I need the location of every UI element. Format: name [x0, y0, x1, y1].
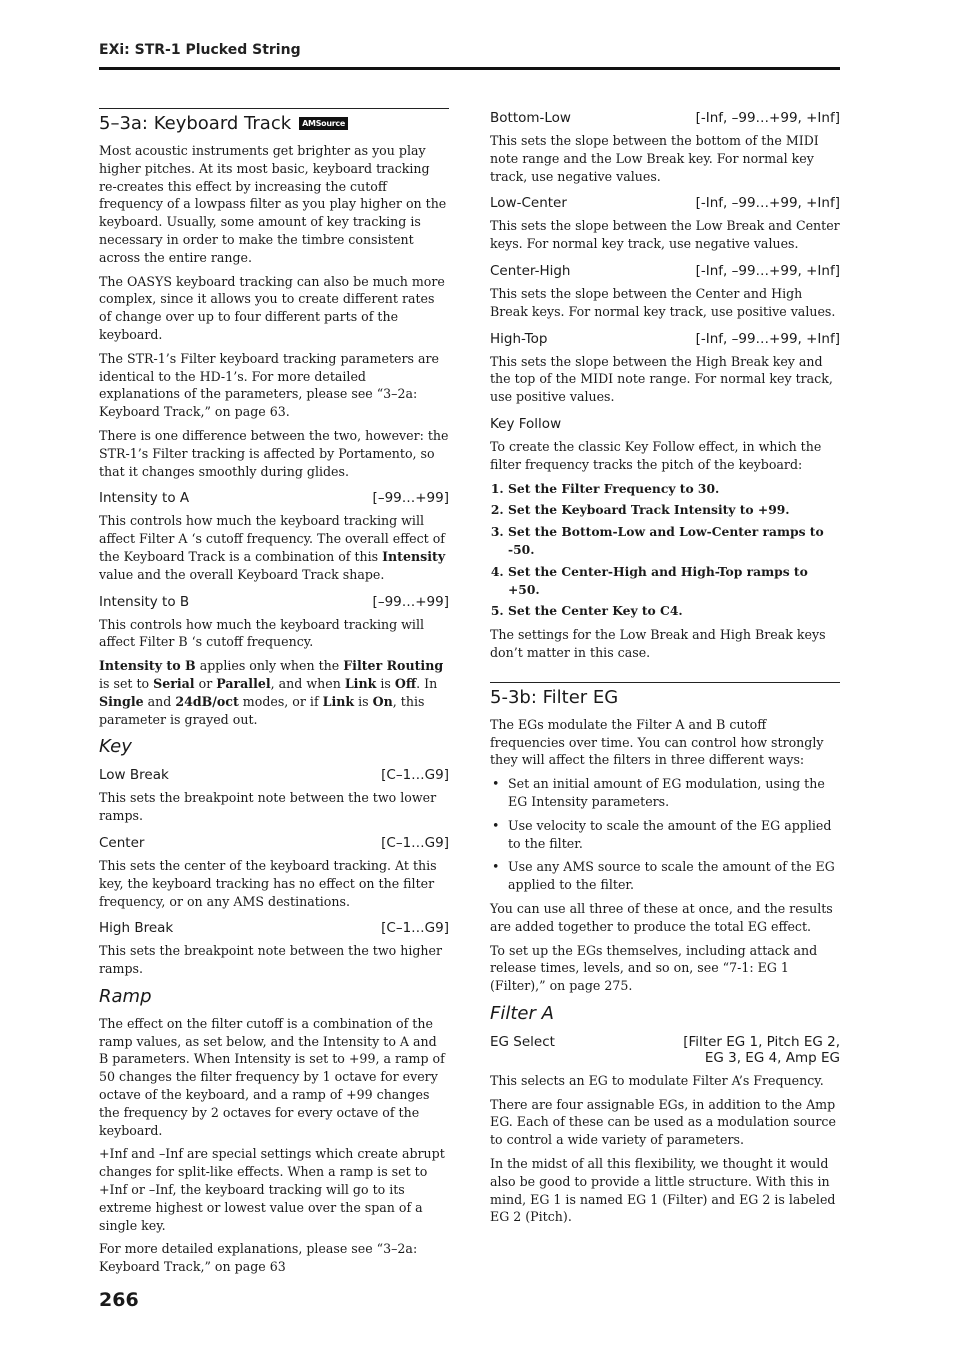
list-item: 2. Set the Keyboard Track Intensity to +99. [508, 501, 840, 519]
param-range: [C–1…G9] [381, 834, 449, 851]
filter-eg-paragraph: To set up the EGs themselves, including attack and release times, levels, and so on, see “7-1: EG 1 (Filter),” on page 275. [490, 942, 818, 994]
param-description: This sets the slope between the High Break key and the top of the MIDI note range. For normal key track, use positive values. [490, 353, 833, 405]
param-key-follow [490, 416, 840, 432]
intro-paragraph: Most acoustic instruments get brighter as you play higher pitches. At its most basic, keyboard tracking re-creates this effect by increasing the cutoff frequency of a lowpass filter as you play higher on the keyboard. Usually, some amount of key tracking is necessary in order to make the timbre consistent across the entire range. [99, 143, 447, 265]
param-name: High Break [99, 920, 174, 937]
param-range: [-Inf, –99…+99, +Inf] [695, 110, 840, 126]
ramp-paragraph: For more detailed explanations, please see “3–2a: Keyboard Track,” on page 63 [99, 1241, 418, 1275]
param-high-break [99, 920, 449, 936]
left-column [99, 108, 449, 1282]
ramp-paragraph: The effect on the filter cutoff is a combination of the ramp values, as set below, and the Intensity to A and B parameters. When Intensity is set to +99, a ramp of 50 changes the filter frequency by 1 octave for every octave of the keyboard, and a ramp of +99 changes the frequency by 2 octaves for every octave of the keyboard. [99, 1015, 445, 1138]
param-range: [Filter EG 1, Pitch EG 2, EG 3, EG 4, Amp EG [683, 1033, 840, 1066]
param-description: This sets the slope between the bottom of the MIDI note range and the Low Break key. For normal key track, use negative values. [490, 133, 819, 184]
param-range: [C–1…G9] [381, 767, 449, 784]
param-range: [–99…+99] [372, 490, 449, 507]
param-description: To create the classic Key Follow effect, in which the filter frequency tracks the pitch of the keyboard: [490, 438, 822, 472]
param-range: [-Inf, –99…+99, +Inf] [695, 195, 840, 212]
param-name: High-Top [490, 330, 548, 347]
param-description: This controls how much the keyboard tracking will affect Filter B ‘s cutoff frequency. [99, 616, 425, 650]
subsection-title-key: Key [99, 736, 132, 758]
param-name: Bottom-Low [490, 110, 571, 126]
section-title-text: 5-3b: Filter EG [490, 686, 619, 708]
header-rule [99, 67, 840, 70]
param-range: [–99…+99] [372, 593, 449, 610]
param-description: This controls how much the keyboard tracking will affect Filter A ‘s cutoff frequency. The overall effect of the Keyboard Track is a combination of this Intensity value and the overall Keyboard Track shape. [99, 513, 446, 582]
page-number: 266 [99, 1289, 139, 1311]
amsource-badge: AMSource [299, 117, 348, 130]
ramp-paragraph: +Inf and –Inf are special settings which create abrupt changes for split-like effects. When a ramp is set to +Inf or –Inf, the keyboard tracking will go to its extreme highest or lowest value over the span of a single key. [99, 1146, 445, 1233]
param-note: Intensity to B applies only when the Filter Routing is set to Serial or Parallel, and when Link is Off. In Single and 24dB/oct modes, or if Link is On, this parameter is grayed out. [99, 658, 444, 727]
param-center [99, 835, 449, 851]
param-description: This sets the center of the keyboard tracking. At this key, the keyboard tracking has no effect on the filter frequency, or on any AMS destinations. [99, 857, 437, 909]
key-follow-steps [490, 480, 840, 621]
filter-eg-bullets [490, 775, 840, 894]
list-item: • Use velocity to scale the amount of the EG applied to the filter. [508, 817, 840, 853]
right-column [490, 108, 840, 1232]
param-name: Intensity to A [99, 490, 190, 507]
param-low-center [490, 195, 840, 211]
param-name: Key Follow [490, 415, 562, 432]
param-name: Center-High [490, 262, 571, 279]
param-intensity-to-b [99, 594, 449, 610]
param-high-top [490, 331, 840, 347]
list-item: 1. Set the Filter Frequency to 30. [508, 480, 840, 498]
section-title-filter-eg [490, 682, 840, 708]
running-header: EXi: STR-1 Plucked String [99, 42, 301, 58]
param-description: In the midst of all this flexibility, we thought it would also be good to provide a little structure. With this in mind, EG 1 is named EG 1 (Filter) and EG 2 is labeled EG 2 (Pitch). [490, 1156, 836, 1225]
param-low-break [99, 767, 449, 783]
param-description: This sets the breakpoint note between the two lower ramps. [99, 790, 437, 824]
section-title-text: 5–3a: Keyboard Track [99, 113, 292, 134]
param-description: This sets the slope between the Center and High Break keys. For normal key track, use positive values. [490, 285, 836, 319]
param-bottom-low [490, 110, 840, 126]
filter-eg-paragraph: You can use all three of these at once, and the results are added together to produce the total EG effect. [490, 900, 833, 934]
param-description: This sets the breakpoint note between the two higher ramps. [99, 943, 443, 977]
param-range: [-Inf, –99…+99, +Inf] [695, 330, 840, 347]
param-range: [-Inf, –99…+99, +Inf] [695, 262, 840, 279]
param-center-high [490, 263, 840, 279]
param-eg-select [490, 1034, 840, 1066]
list-item: 3. Set the Bottom-Low and Low-Center ramps to -50. [508, 523, 840, 559]
key-follow-note: The settings for the Low Break and High Break keys don’t matter in this case. [490, 627, 826, 660]
list-item: • Set an initial amount of EG modulation, using the EG Intensity parameters. [508, 775, 840, 811]
param-name: EG Select [490, 1033, 555, 1050]
param-intensity-to-a [99, 490, 449, 506]
intro-paragraph: There is one difference between the two, however: the STR-1’s Filter tracking is affected by Portamento, so that it changes smoothly during glides. [99, 427, 449, 479]
subsection-title-filter-a: Filter A [490, 1002, 554, 1024]
param-description: This selects an EG to modulate Filter A’s Frequency. [490, 1072, 824, 1088]
filter-eg-intro: The EGs modulate the Filter A and B cutoff frequencies over time. You can control how strongly they will affect the filters in three different ways: [490, 716, 824, 768]
list-item: 5. Set the Center Key to C4. [508, 602, 840, 620]
param-name: Intensity to B [99, 593, 190, 610]
param-description: There are four assignable EGs, in addition to the Amp EG. Each of these can be used as a modulation source to control a wide variety of parameters. [490, 1096, 836, 1148]
intro-paragraph: The STR-1’s Filter keyboard tracking parameters are identical to the HD-1’s. For more detailed explanations of the parameters, please see “3–2a: Keyboard Track,” on page 63. [99, 350, 439, 420]
param-name: Low-Center [490, 195, 567, 212]
list-item: • Use any AMS source to scale the amount of the EG applied to the filter. [508, 858, 840, 894]
param-range: [C–1…G9] [381, 920, 449, 937]
param-name: Center [99, 834, 145, 851]
param-description: This sets the slope between the Low Break and Center keys. For normal key track, use negative values. [490, 218, 840, 252]
intro-paragraph: The OASYS keyboard tracking can also be much more complex, since it allows you to create different rates of change over up to four different parts of the keyboard. [99, 273, 445, 342]
param-name: Low Break [99, 767, 169, 784]
section-title-keyboard-track [99, 108, 449, 134]
subsection-title-ramp: Ramp [99, 985, 152, 1007]
list-item: 4. Set the Center-High and High-Top ramps to +50. [508, 563, 840, 599]
